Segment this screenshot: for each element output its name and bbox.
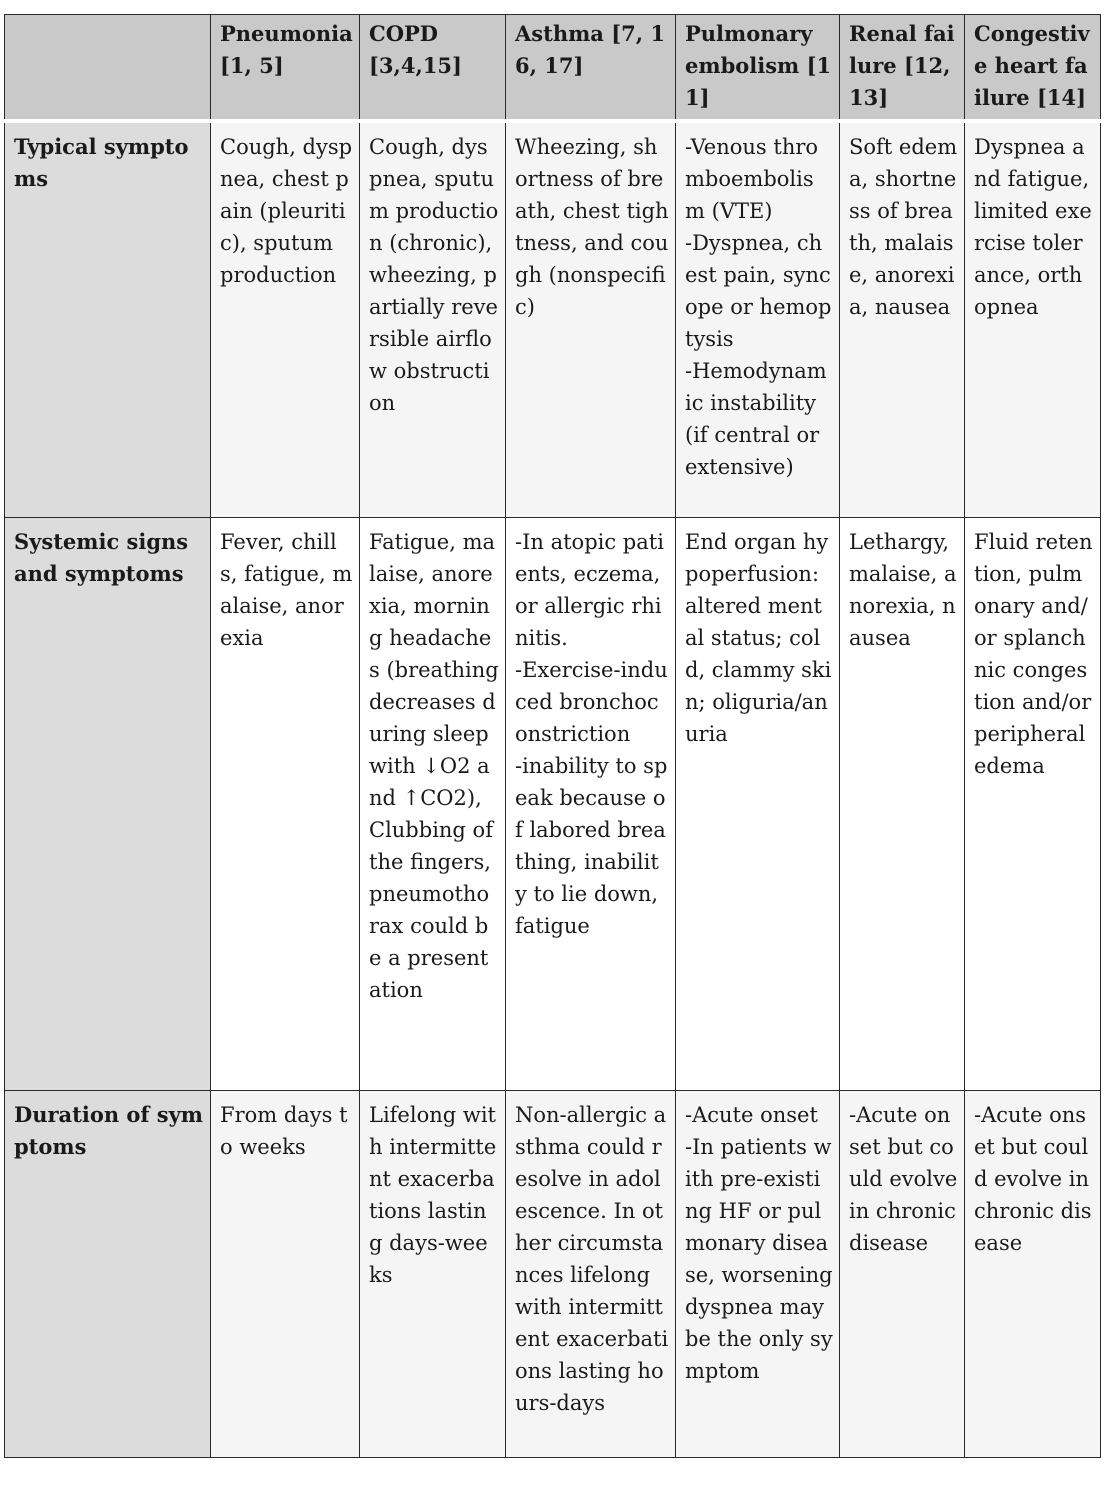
row-label-typical-symptoms: Typical symptoms — [5, 121, 211, 518]
table-cell: Fluid retention, pulmonary and/or splanchnic congestion and/or peripheral edema — [965, 518, 1101, 1091]
header-asthma: Asthma [7, 16, 17] — [506, 15, 676, 121]
table-cell: Cough, dyspnea, sputum production (chronic), wheezing, partially reversible airflow obstruction — [360, 121, 506, 518]
table-cell: Fever, chills, fatigue, malaise, anorexia — [211, 518, 360, 1091]
table-cell: -Acute onset but could evolve in chronic disease — [840, 1091, 965, 1458]
table-cell: End organ hypoperfusion: altered mental status; cold, clammy skin; oliguria/anuria — [676, 518, 840, 1091]
table-cell: Lifelong with intermittent exacerbations lasting days-weeks — [360, 1091, 506, 1458]
header-row — [5, 15, 1101, 121]
table-cell: Soft edema, shortness of breath, malaise, anorexia, nausea — [840, 121, 965, 518]
table-cell: Wheezing, shortness of breath, chest tightness, and cough (nonspecific) — [506, 121, 676, 518]
header-pneumonia: Pneumonia [1, 5] — [211, 15, 360, 121]
table-row — [5, 1091, 1101, 1458]
table-cell: -In atopic patients, eczema, or allergic rhinitis. -Exercise-induced bronchoconstriction -inability to speak because of labored breathing, inability to lie down, fatigue — [506, 518, 676, 1091]
row-label-duration-of-symptoms: Duration of symptoms — [5, 1091, 211, 1458]
comparison-table — [4, 14, 1101, 1458]
table-cell: Cough, dyspnea, chest pain (pleuritic), sputum production — [211, 121, 360, 518]
table-cell: -Acute onset but could evolve in chronic disease — [965, 1091, 1101, 1458]
table-cell: Fatigue, malaise, anorexia, morning headaches (breathing decreases during sleep with ↓O2 and ↑CO2), Clubbing of the fingers, pneumothorax could be a presentation — [360, 518, 506, 1091]
header-copd: COPD [3,4,15] — [360, 15, 506, 121]
table-cell: -Acute onset -In patients with pre-existing HF or pulmonary disease, worsening dyspnea may be the only symptom — [676, 1091, 840, 1458]
table-cell: Dyspnea and fatigue, limited exercise tolerance, orthopnea — [965, 121, 1101, 518]
row-label-systemic-signs: Systemic signs and symptoms — [5, 518, 211, 1091]
header-pulmonary-embolism: Pulmonary embolism [11] — [676, 15, 840, 121]
table-row — [5, 121, 1101, 518]
table-cell: -Venous thromboembolism (VTE) -Dyspnea, chest pain, syncope or hemoptysis -Hemodynamic instability (if central or extensive) — [676, 121, 840, 518]
table-cell: Non-allergic asthma could resolve in adolescence. In other circumstances lifelong with intermittent exacerbations lasting hours-days — [506, 1091, 676, 1458]
header-congestive-heart-failure: Congestive heart failure [14] — [965, 15, 1101, 121]
table-cell: From days to weeks — [211, 1091, 360, 1458]
header-renal-failure: Renal failure [12,13] — [840, 15, 965, 121]
table-cell: Lethargy, malaise, anorexia, nausea — [840, 518, 965, 1091]
header-corner-cell — [5, 15, 211, 121]
table-row — [5, 518, 1101, 1091]
